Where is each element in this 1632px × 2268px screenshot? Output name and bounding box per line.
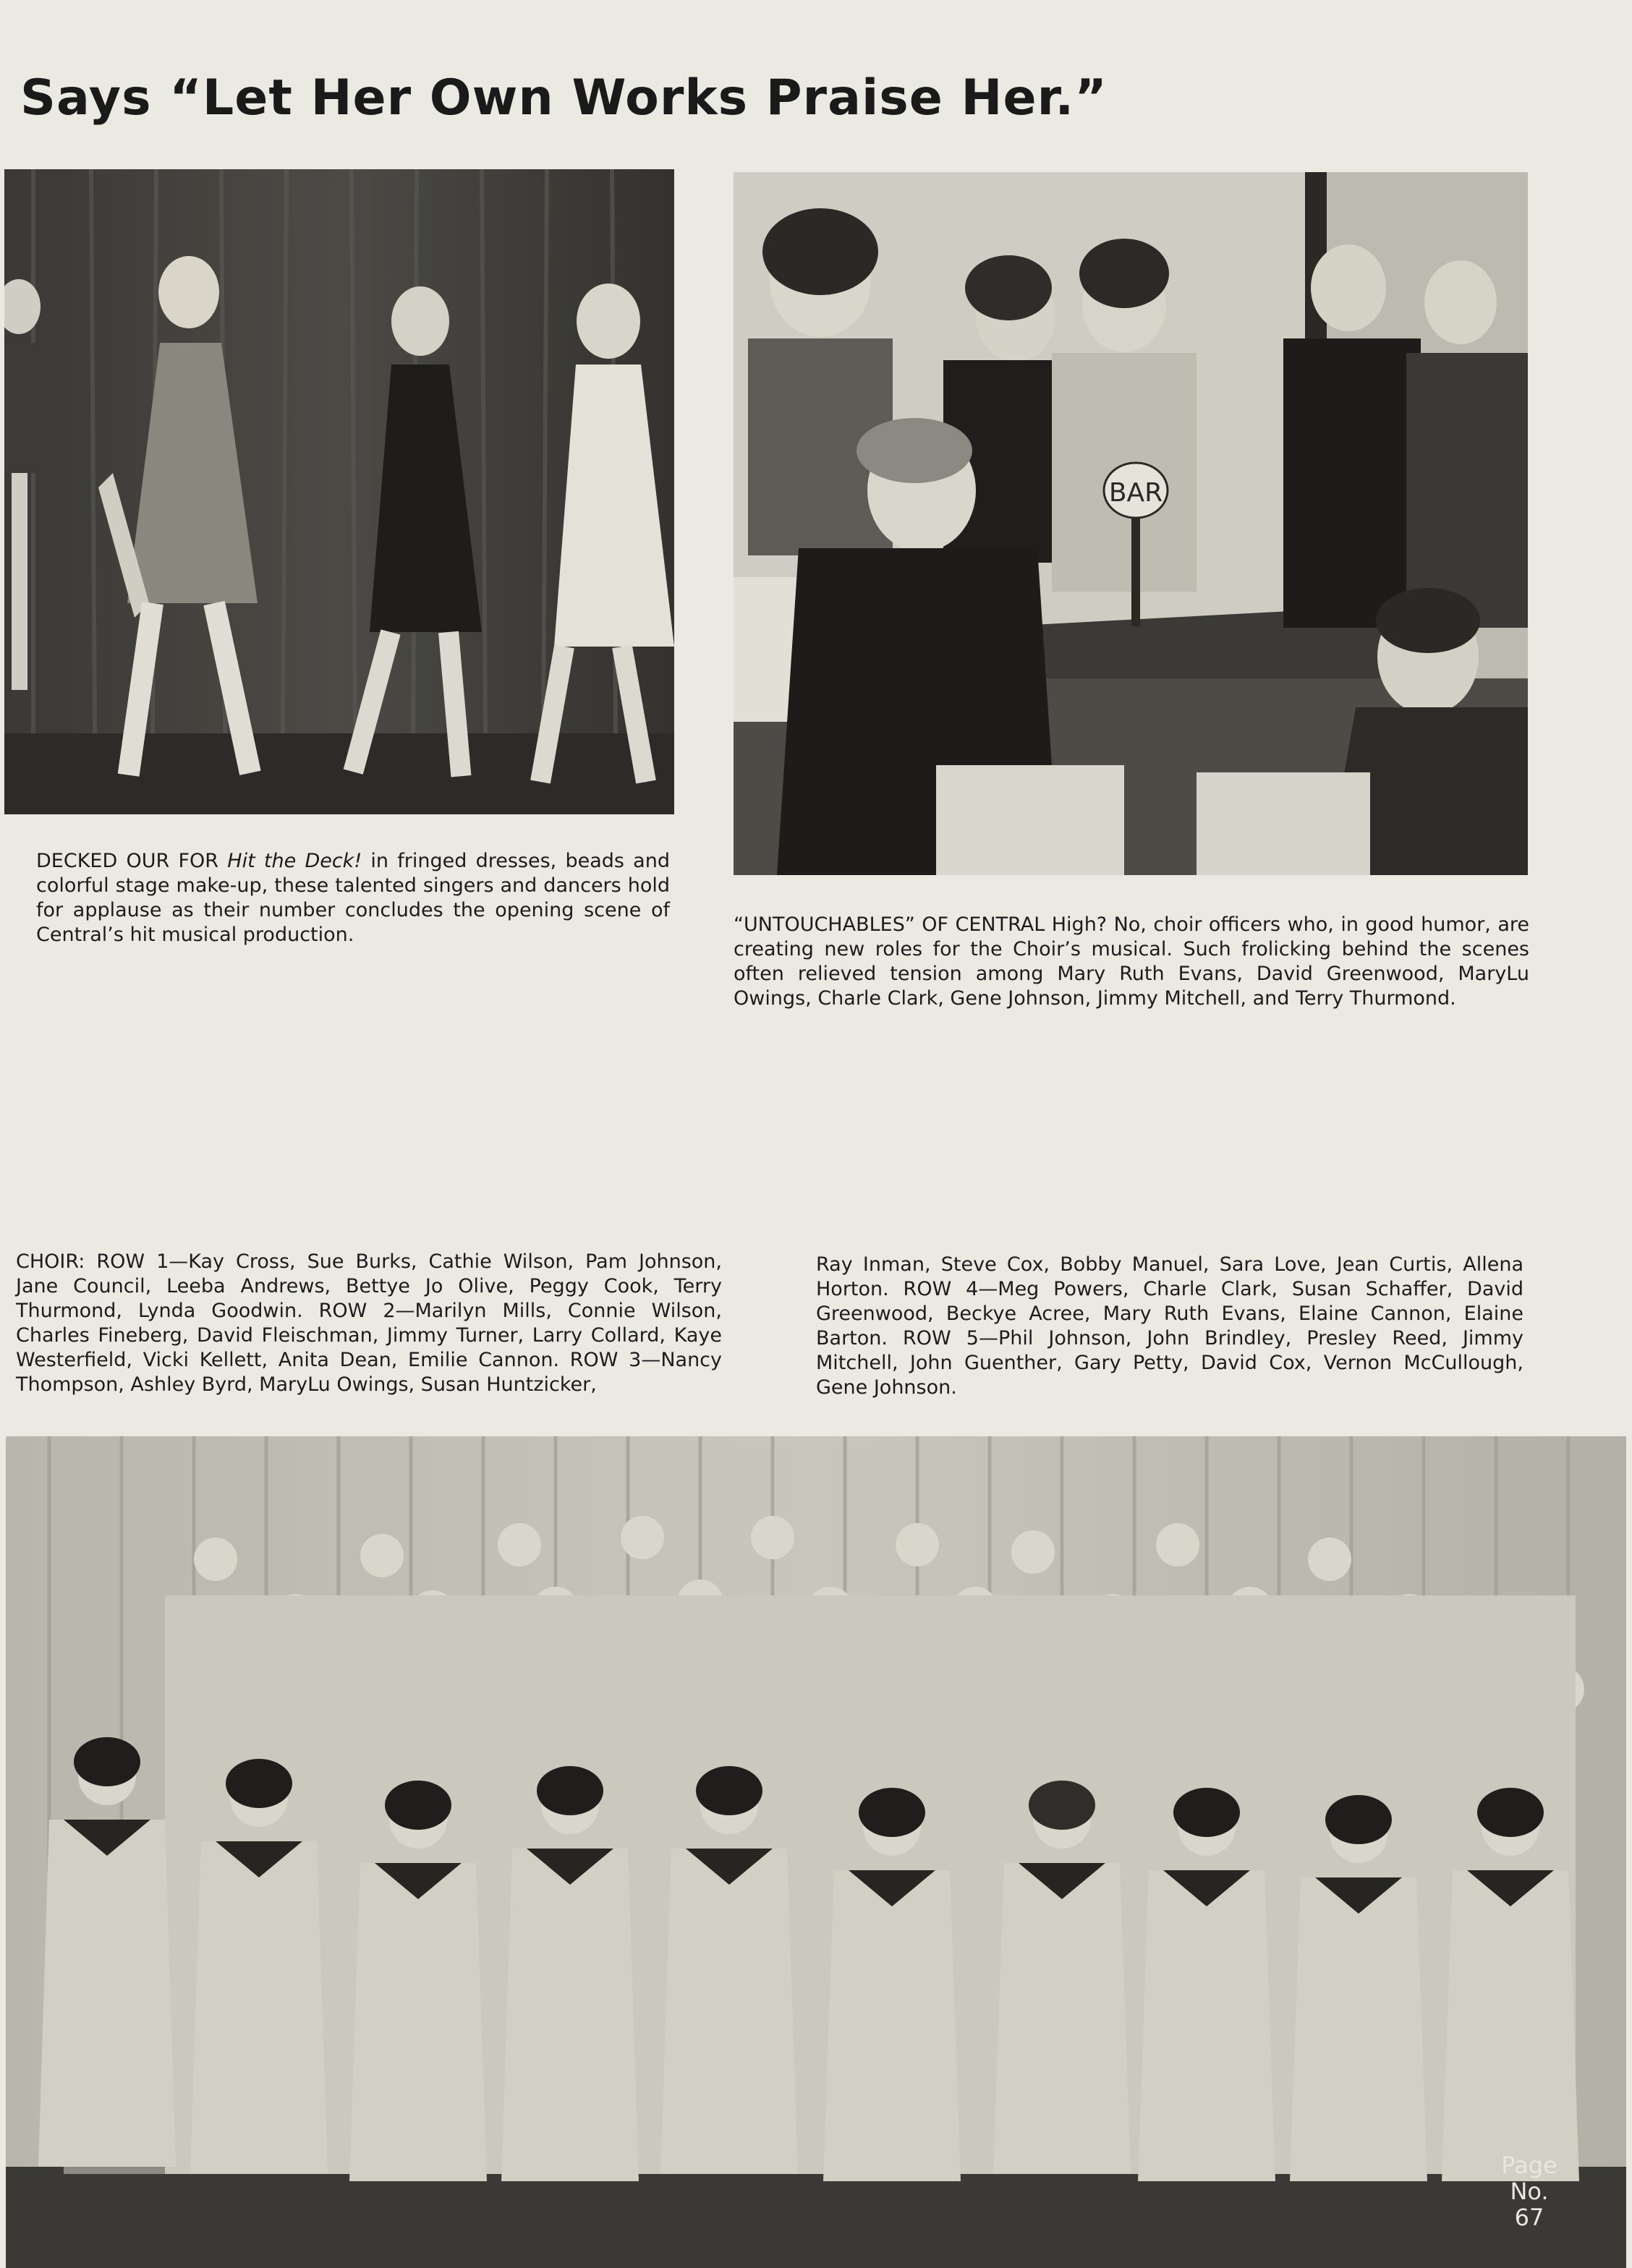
page-title: Says “Let Her Own Works Praise Her.” [20,69,1108,127]
choir-caption-right: Ray Inman, Steve Cox, Bobby Manuel, Sara Love, Jean Curtis, Allena Horton. ROW 4—Meg Powers, Charle Clark, Susan Schaffer, David Greenwood, Beckye Acree, Mary Ruth Evans, Elaine Cannon, Elaine Barton. ROW 5—Phil Johnson, John Brindley, Presley Reed, Jimmy Mitchell, John Guenther, Gary Petty, David Cox, Vernon McCullough, Gene Johnson. [816,1253,1523,1399]
bar-sign-text: BAR [1108,478,1163,508]
dancers-caption-show: Hit the Deck! [227,850,362,872]
officers-caption: “UNTOUCHABLES” OF CENTRAL High? No, choir officers who, in good humor, are creating new roles for the Choir’s musical. Such frolicking behind the scenes often relieved tension among Mary Ruth Evans, David Greenwood, MaryLu Owings, Charle Clark, Gene Johnson, Jimmy Mitchell, and Terry Thurmond. [734,913,1529,1010]
page-number-line2: No. [1510,2178,1549,2205]
choir-group-photo-art [6,1436,1626,2268]
page-number-line3: 67 [1514,2204,1544,2231]
dancers-caption-rest: in fringed dresses, beads and colorful stage make-up, these talented singers and dancers hold for applause as their number concludes the opening scene of Central’s hit musical production. [36,850,670,946]
dancers-photo [4,169,674,814]
dancers-caption-lead: DECKED OUR FOR [36,850,219,872]
dancers-caption [36,849,670,947]
choir-caption-left: CHOIR: ROW 1—Kay Cross, Sue Burks, Cathie Wilson, Pam Johnson, Jane Council, Leeba Andrews, Bettye Jo Olive, Peggy Cook, Terry Thurmond, Lynda Goodwin. ROW 2—Marilyn Mills, Connie Wilson, Charles Fineberg, David Fleischman, Jimmy Turner, Larry Collard, Kaye Westerfield, Vicki Kellett, Anita Dean, Emilie Cannon. ROW 3—Nancy Thompson, Ashley Byrd, MaryLu Owings, Susan Huntzicker, [16,1250,722,1396]
choir-officers-photo [734,172,1528,875]
choir-officers-photo-art [734,172,1528,875]
page-number-line1: Page [1501,2152,1557,2179]
page-number [1479,2152,1580,2230]
dancers-photo-art [4,169,674,814]
choir-group-photo [6,1436,1626,2268]
